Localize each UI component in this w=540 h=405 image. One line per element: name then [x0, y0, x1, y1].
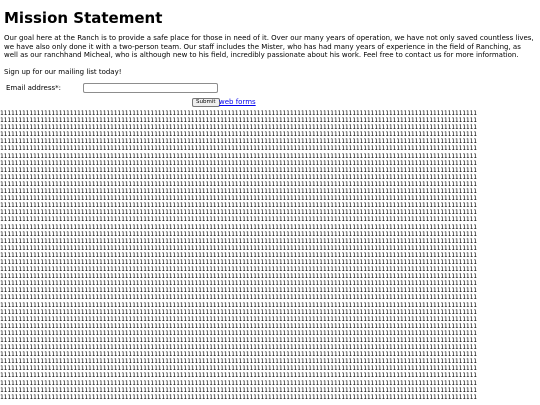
email-label: Email address*:: [6, 83, 62, 92]
signup-prompt: Sign up for our mailing list today!: [4, 67, 122, 76]
page-title: Mission Statement: [4, 9, 163, 27]
email-form-row: [4, 83, 536, 95]
binary-text-block: 1111111111111111111111111111111111111111111111111111111111111111111111111111111111111111111111111111111111111111111111111111111111 1111111111111111111111111111111111111111111111111111111111111111111111111111111111111111111111111111111111111111111111111111111111 1111111111111111111111111111111111111111111111111111111111111111111111111111111111111111111111111111111111111111111111111111111111 1111111111111111111111111111111111111111111111111111111111111111111111111111111111111111111111111111111111111111111111111111111111 1111111111111111111111111111111111111111111111111111111111111111111111111111111111111111111111111111111111111111111111111111111111 1111111111111111111111111111111111111111111111111111111111111111111111111111111111111111111111111111111111111111111111111111111111 1111111111111111111111111111111111111111111111111111111111111111111111111111111111111111111111111111111111111111111111111111111111 1111111111111111111111111111111111111111111111111111111111111111111111111111111111111111111111111111111111111111111111111111111111 1111111111111111111111111111111111111111111111111111111111111111111111111111111111111111111111111111111111111111111111111111111111 1111111111111111111111111111111111111111111111111111111111111111111111111111111111111111111111111111111111111111111111111111111111 1111111111111111111111111111111111111111111111111111111111111111111111111111111111111111111111111111111111111111111111111111111111 1111111111111111111111111111111111111111111111111111111111111111111111111111111111111111111111111111111111111111111111111111111111 1111111111111111111111111111111111111111111111111111111111111111111111111111111111111111111111111111111111111111111111111111111111 1111111111111111111111111111111111111111111111111111111111111111111111111111111111111111111111111111111111111111111111111111111111 1111111111111111111111111111111111111111111111111111111111111111111111111111111111111111111111111111111111111111111111111111111111 1111111111111111111111111111111111111111111111111111111111111111111111111111111111111111111111111111111111111111111111111111111111 1111111111111111111111111111111111111111111111111111111111111111111111111111111111111111111111111111111111111111111111111111111111 1111111111111111111111111111111111111111111111111111111111111111111111111111111111111111111111111111111111111111111111111111111111 1111111111111111111111111111111111111111111111111111111111111111111111111111111111111111111111111111111111111111111111111111111111 1111111111111111111111111111111111111111111111111111111111111111111111111111111111111111111111111111111111111111111111111111111111 1111111111111111111111111111111111111111111111111111111111111111111111111111111111111111111111111111111111111111111111111111111111 1111111111111111111111111111111111111111111111111111111111111111111111111111111111111111111111111111111111111111111111111111111111 1111111111111111111111111111111111111111111111111111111111111111111111111111111111111111111111111111111111111111111111111111111111 1111111111111111111111111111111111111111111111111111111111111111111111111111111111111111111111111111111111111111111111111111111111 1111111111111111111111111111111111111111111111111111111111111111111111111111111111111111111111111111111111111111111111111111111111 1111111111111111111111111111111111111111111111111111111111111111111111111111111111111111111111111111111111111111111111111111111111 1111111111111111111111111111111111111111111111111111111111111111111111111111111111111111111111111111111111111111111111111111111111 1111111111111111111111111111111111111111111111111111111111111111111111111111111111111111111111111111111111111111111111111111111111 1111111111111111111111111111111111111111111111111111111111111111111111111111111111111111111111111111111111111111111111111111111111 1111111111111111111111111111111111111111111111111111111111111111111111111111111111111111111111111111111111111111111111111111111111 1111111111111111111111111111111111111111111111111111111111111111111111111111111111111111111111111111111111111111111111111111111111 1111111111111111111111111111111111111111111111111111111111111111111111111111111111111111111111111111111111111111111111111111111111 1111111111111111111111111111111111111111111111111111111111111111111111111111111111111111111111111111111111111111111111111111111111 1111111111111111111111111111111111111111111111111111111111111111111111111111111111111111111111111111111111111111111111111111111111 1111111111111111111111111111111111111111111111111111111111111111111111111111111111111111111111111111111111111111111111111111111111 1111111111111111111111111111111111111111111111111111111111111111111111111111111111111111111111111111111111111111111111111111111111 1111111111111111111111111111111111111111111111111111111111111111111111111111111111111111111111111111111111111111111111111111111111 1111111111111111111111111111111111111111111111111111111111111111111111111111111111111111111111111111111111111111111111111111111111 1111111111111111111111111111111111111111111111111111111111111111111111111111111111111111111111111111111111111111111111111111111111 1111111111111111111111111111111111111111111111111111111111111111111111111111111111111111111111111111111111111111111111111111111111 1111111111111111111111111111111111111111111111111111111111111111111111111111111111111111111111111111111111111111111111111111111111: [0, 110, 477, 401]
email-input[interactable]: [83, 83, 218, 93]
page-content: [4, 0, 536, 108]
submit-button[interactable]: Submit: [192, 98, 220, 107]
mission-paragraph: Our goal here at the Ranch is to provide a safe place for those in need of it. Over our many years of operation, we have not only saved countless lives, we have also only done it with a two-person team. Our staff includes the Mister, who has had many years of experience in the field of Ranching, as well as our ranchhand Micheal, who is although new to his field, incredibly passionate about his work. Feel free to contact us for more information.: [4, 34, 534, 60]
submit-row: [4, 97, 536, 108]
web-forms-link[interactable]: web forms: [219, 97, 256, 106]
